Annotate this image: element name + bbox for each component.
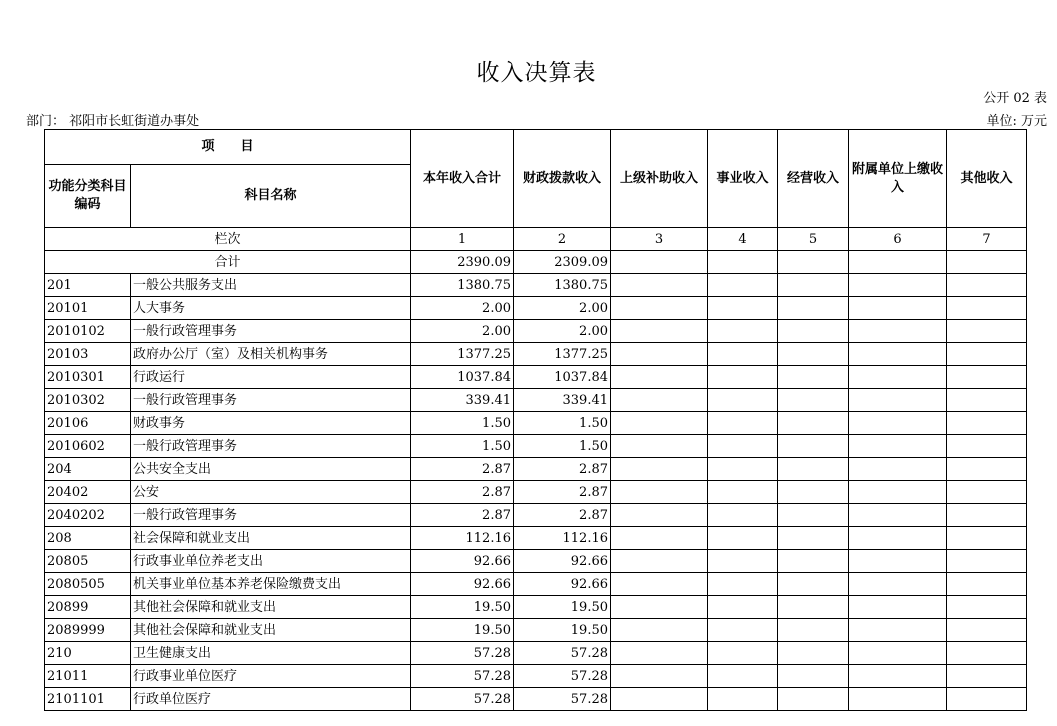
empty-cell	[611, 389, 708, 412]
empty-cell	[708, 481, 778, 504]
total-income-cell: 1380.75	[411, 274, 514, 297]
total-income-cell: 92.66	[411, 573, 514, 596]
subject-code-cell: 2040202	[45, 504, 131, 527]
empty-cell	[611, 274, 708, 297]
table-row	[45, 688, 1027, 711]
empty-cell	[611, 412, 708, 435]
seq-number: 2	[514, 228, 611, 251]
empty-cell	[849, 389, 947, 412]
total-income-cell: 339.41	[411, 389, 514, 412]
empty-cell	[849, 274, 947, 297]
empty-cell	[611, 435, 708, 458]
subject-code-cell: 2089999	[45, 619, 131, 642]
fiscal-income-cell: 1.50	[514, 412, 611, 435]
empty-cell	[778, 573, 849, 596]
subject-code-cell: 20101	[45, 297, 131, 320]
fiscal-income-cell: 92.66	[514, 550, 611, 573]
total-income-cell: 2.00	[411, 297, 514, 320]
empty-cell	[611, 573, 708, 596]
seq-number: 1	[411, 228, 514, 251]
empty-cell	[778, 619, 849, 642]
fiscal-income-cell: 2309.09	[514, 251, 611, 274]
empty-cell	[778, 274, 849, 297]
empty-cell	[947, 550, 1027, 573]
total-income-cell: 57.28	[411, 688, 514, 711]
empty-cell	[947, 504, 1027, 527]
empty-cell	[611, 458, 708, 481]
empty-cell	[778, 688, 849, 711]
fiscal-income-cell: 1037.84	[514, 366, 611, 389]
empty-cell	[849, 688, 947, 711]
seq-number: 3	[611, 228, 708, 251]
empty-cell	[778, 665, 849, 688]
col-header-total: 本年收入合计	[411, 130, 514, 228]
empty-cell	[778, 550, 849, 573]
total-income-cell: 57.28	[411, 665, 514, 688]
empty-cell	[947, 251, 1027, 274]
subject-code-cell: 20402	[45, 481, 131, 504]
empty-cell	[708, 688, 778, 711]
empty-cell	[849, 596, 947, 619]
subject-code-cell: 2010102	[45, 320, 131, 343]
empty-cell	[708, 665, 778, 688]
empty-cell	[778, 389, 849, 412]
empty-cell	[947, 366, 1027, 389]
empty-cell	[611, 504, 708, 527]
empty-cell	[849, 366, 947, 389]
empty-cell	[611, 642, 708, 665]
empty-cell	[778, 366, 849, 389]
empty-cell	[849, 665, 947, 688]
table-row	[45, 527, 1027, 550]
empty-cell	[778, 251, 849, 274]
empty-cell	[947, 435, 1027, 458]
empty-cell	[947, 619, 1027, 642]
empty-cell	[708, 435, 778, 458]
total-income-cell: 2390.09	[411, 251, 514, 274]
subject-code-cell: 2010602	[45, 435, 131, 458]
seq-number: 6	[849, 228, 947, 251]
empty-cell	[849, 550, 947, 573]
fiscal-income-cell: 2.87	[514, 458, 611, 481]
subject-name-cell: 社会保障和就业支出	[131, 527, 411, 550]
subject-name-cell: 一般行政管理事务	[131, 504, 411, 527]
empty-cell	[778, 343, 849, 366]
empty-cell	[849, 297, 947, 320]
empty-cell	[778, 642, 849, 665]
project-header: 项 目	[45, 130, 411, 165]
empty-cell	[611, 481, 708, 504]
code-header: 功能分类科目编码	[45, 165, 131, 228]
empty-cell	[849, 251, 947, 274]
total-income-cell: 2.87	[411, 458, 514, 481]
subject-name-cell: 财政事务	[131, 412, 411, 435]
table-row	[45, 481, 1027, 504]
subject-code-cell: 204	[45, 458, 131, 481]
seq-number: 7	[947, 228, 1027, 251]
subject-name-cell: 机关事业单位基本养老保险缴费支出	[131, 573, 411, 596]
total-income-cell: 19.50	[411, 619, 514, 642]
table-row	[45, 596, 1027, 619]
table-row	[45, 297, 1027, 320]
fiscal-income-cell: 57.28	[514, 665, 611, 688]
empty-cell	[947, 573, 1027, 596]
empty-cell	[947, 481, 1027, 504]
fiscal-income-cell: 112.16	[514, 527, 611, 550]
fiscal-income-cell: 19.50	[514, 596, 611, 619]
empty-cell	[778, 297, 849, 320]
total-income-cell: 2.00	[411, 320, 514, 343]
col-header-fiscal: 财政拨款收入	[514, 130, 611, 228]
subject-code-cell: 210	[45, 642, 131, 665]
total-row	[45, 251, 1027, 274]
fiscal-income-cell: 57.28	[514, 642, 611, 665]
seq-row	[45, 228, 1027, 251]
subject-code-cell: 21011	[45, 665, 131, 688]
subject-code-cell: 208	[45, 527, 131, 550]
subject-name-cell: 其他社会保障和就业支出	[131, 619, 411, 642]
table-row	[45, 665, 1027, 688]
empty-cell	[947, 688, 1027, 711]
table-row	[45, 550, 1027, 573]
empty-cell	[947, 343, 1027, 366]
total-label: 合计	[45, 251, 411, 274]
empty-cell	[947, 389, 1027, 412]
subject-name-cell: 公共安全支出	[131, 458, 411, 481]
fiscal-income-cell: 339.41	[514, 389, 611, 412]
table-row	[45, 320, 1027, 343]
empty-cell	[708, 550, 778, 573]
subject-code-cell: 2080505	[45, 573, 131, 596]
subject-name-cell: 行政单位医疗	[131, 688, 411, 711]
empty-cell	[708, 596, 778, 619]
table-row	[45, 366, 1027, 389]
fiscal-income-cell: 2.87	[514, 481, 611, 504]
empty-cell	[778, 458, 849, 481]
subject-code-cell: 2101101	[45, 688, 131, 711]
empty-cell	[611, 297, 708, 320]
empty-cell	[849, 573, 947, 596]
subject-code-cell: 20805	[45, 550, 131, 573]
empty-cell	[611, 320, 708, 343]
empty-cell	[708, 343, 778, 366]
empty-cell	[849, 504, 947, 527]
table-row	[45, 274, 1027, 297]
table-row	[45, 458, 1027, 481]
subject-name-cell: 一般行政管理事务	[131, 320, 411, 343]
subject-name-cell: 一般公共服务支出	[131, 274, 411, 297]
subject-code-cell: 2010302	[45, 389, 131, 412]
empty-cell	[778, 435, 849, 458]
empty-cell	[947, 412, 1027, 435]
empty-cell	[611, 343, 708, 366]
empty-cell	[708, 458, 778, 481]
table-row	[45, 642, 1027, 665]
subject-name-cell: 一般行政管理事务	[131, 435, 411, 458]
subject-code-cell: 20106	[45, 412, 131, 435]
page-title: 收入决算表	[476, 60, 597, 86]
table-row	[45, 619, 1027, 642]
subject-code-cell: 20103	[45, 343, 131, 366]
empty-cell	[849, 619, 947, 642]
empty-cell	[611, 527, 708, 550]
empty-cell	[849, 458, 947, 481]
empty-cell	[611, 665, 708, 688]
fiscal-income-cell: 2.00	[514, 320, 611, 343]
fiscal-income-cell: 1380.75	[514, 274, 611, 297]
fiscal-income-cell: 2.87	[514, 504, 611, 527]
empty-cell	[611, 251, 708, 274]
empty-cell	[708, 389, 778, 412]
total-income-cell: 112.16	[411, 527, 514, 550]
empty-cell	[849, 320, 947, 343]
subject-name-cell: 公安	[131, 481, 411, 504]
empty-cell	[947, 596, 1027, 619]
subject-name-cell: 其他社会保障和就业支出	[131, 596, 411, 619]
empty-cell	[947, 642, 1027, 665]
col-header-operating: 经营收入	[778, 130, 849, 228]
fiscal-income-cell: 1377.25	[514, 343, 611, 366]
total-income-cell: 2.87	[411, 481, 514, 504]
income-final-accounts-table	[44, 129, 1027, 711]
empty-cell	[778, 504, 849, 527]
empty-cell	[708, 527, 778, 550]
empty-cell	[778, 596, 849, 619]
col-header-other: 其他收入	[947, 130, 1027, 228]
table-row	[45, 573, 1027, 596]
subject-name-cell: 行政事业单位养老支出	[131, 550, 411, 573]
col-header-superior-subsidy: 上级补助收入	[611, 130, 708, 228]
empty-cell	[708, 504, 778, 527]
empty-cell	[849, 642, 947, 665]
unit-label: 单位: 万元	[986, 114, 1047, 129]
fiscal-income-cell: 1.50	[514, 435, 611, 458]
empty-cell	[708, 366, 778, 389]
fiscal-income-cell: 19.50	[514, 619, 611, 642]
empty-cell	[849, 343, 947, 366]
table-row	[45, 389, 1027, 412]
empty-cell	[708, 619, 778, 642]
empty-cell	[849, 527, 947, 550]
subject-code-cell: 201	[45, 274, 131, 297]
empty-cell	[778, 481, 849, 504]
subject-name-cell: 人大事务	[131, 297, 411, 320]
seq-number: 5	[778, 228, 849, 251]
total-income-cell: 1377.25	[411, 343, 514, 366]
empty-cell	[611, 550, 708, 573]
col-header-business: 事业收入	[708, 130, 778, 228]
subject-name-cell: 卫生健康支出	[131, 642, 411, 665]
subject-name-cell: 行政事业单位医疗	[131, 665, 411, 688]
empty-cell	[611, 688, 708, 711]
empty-cell	[778, 412, 849, 435]
empty-cell	[708, 642, 778, 665]
empty-cell	[849, 435, 947, 458]
total-income-cell: 1.50	[411, 412, 514, 435]
subject-code-cell: 20899	[45, 596, 131, 619]
subject-name-cell: 政府办公厅（室）及相关机构事务	[131, 343, 411, 366]
subject-name-cell: 行政运行	[131, 366, 411, 389]
table-row	[45, 435, 1027, 458]
fiscal-income-cell: 92.66	[514, 573, 611, 596]
fiscal-income-cell: 2.00	[514, 297, 611, 320]
empty-cell	[947, 458, 1027, 481]
table-row	[45, 343, 1027, 366]
total-income-cell: 92.66	[411, 550, 514, 573]
empty-cell	[708, 251, 778, 274]
empty-cell	[947, 665, 1027, 688]
form-number: 公开 02 表	[983, 91, 1047, 106]
name-header: 科目名称	[131, 165, 411, 228]
empty-cell	[611, 366, 708, 389]
seq-label: 栏次	[45, 228, 411, 251]
empty-cell	[947, 274, 1027, 297]
total-income-cell: 57.28	[411, 642, 514, 665]
total-income-cell: 1.50	[411, 435, 514, 458]
empty-cell	[611, 619, 708, 642]
empty-cell	[708, 573, 778, 596]
col-header-affiliate: 附属单位上缴收入	[849, 130, 947, 228]
empty-cell	[947, 527, 1027, 550]
empty-cell	[849, 412, 947, 435]
subject-code-cell: 2010301	[45, 366, 131, 389]
empty-cell	[708, 320, 778, 343]
empty-cell	[947, 297, 1027, 320]
fiscal-income-cell: 57.28	[514, 688, 611, 711]
empty-cell	[611, 596, 708, 619]
total-income-cell: 19.50	[411, 596, 514, 619]
empty-cell	[778, 320, 849, 343]
total-income-cell: 2.87	[411, 504, 514, 527]
empty-cell	[708, 274, 778, 297]
empty-cell	[708, 297, 778, 320]
empty-cell	[708, 412, 778, 435]
empty-cell	[778, 527, 849, 550]
total-income-cell: 1037.84	[411, 366, 514, 389]
department-label: 部门： 祁阳市长虹街道办事处	[26, 114, 200, 129]
table-row	[45, 412, 1027, 435]
empty-cell	[947, 320, 1027, 343]
empty-cell	[849, 481, 947, 504]
table-row	[45, 504, 1027, 527]
subject-name-cell: 一般行政管理事务	[131, 389, 411, 412]
seq-number: 4	[708, 228, 778, 251]
